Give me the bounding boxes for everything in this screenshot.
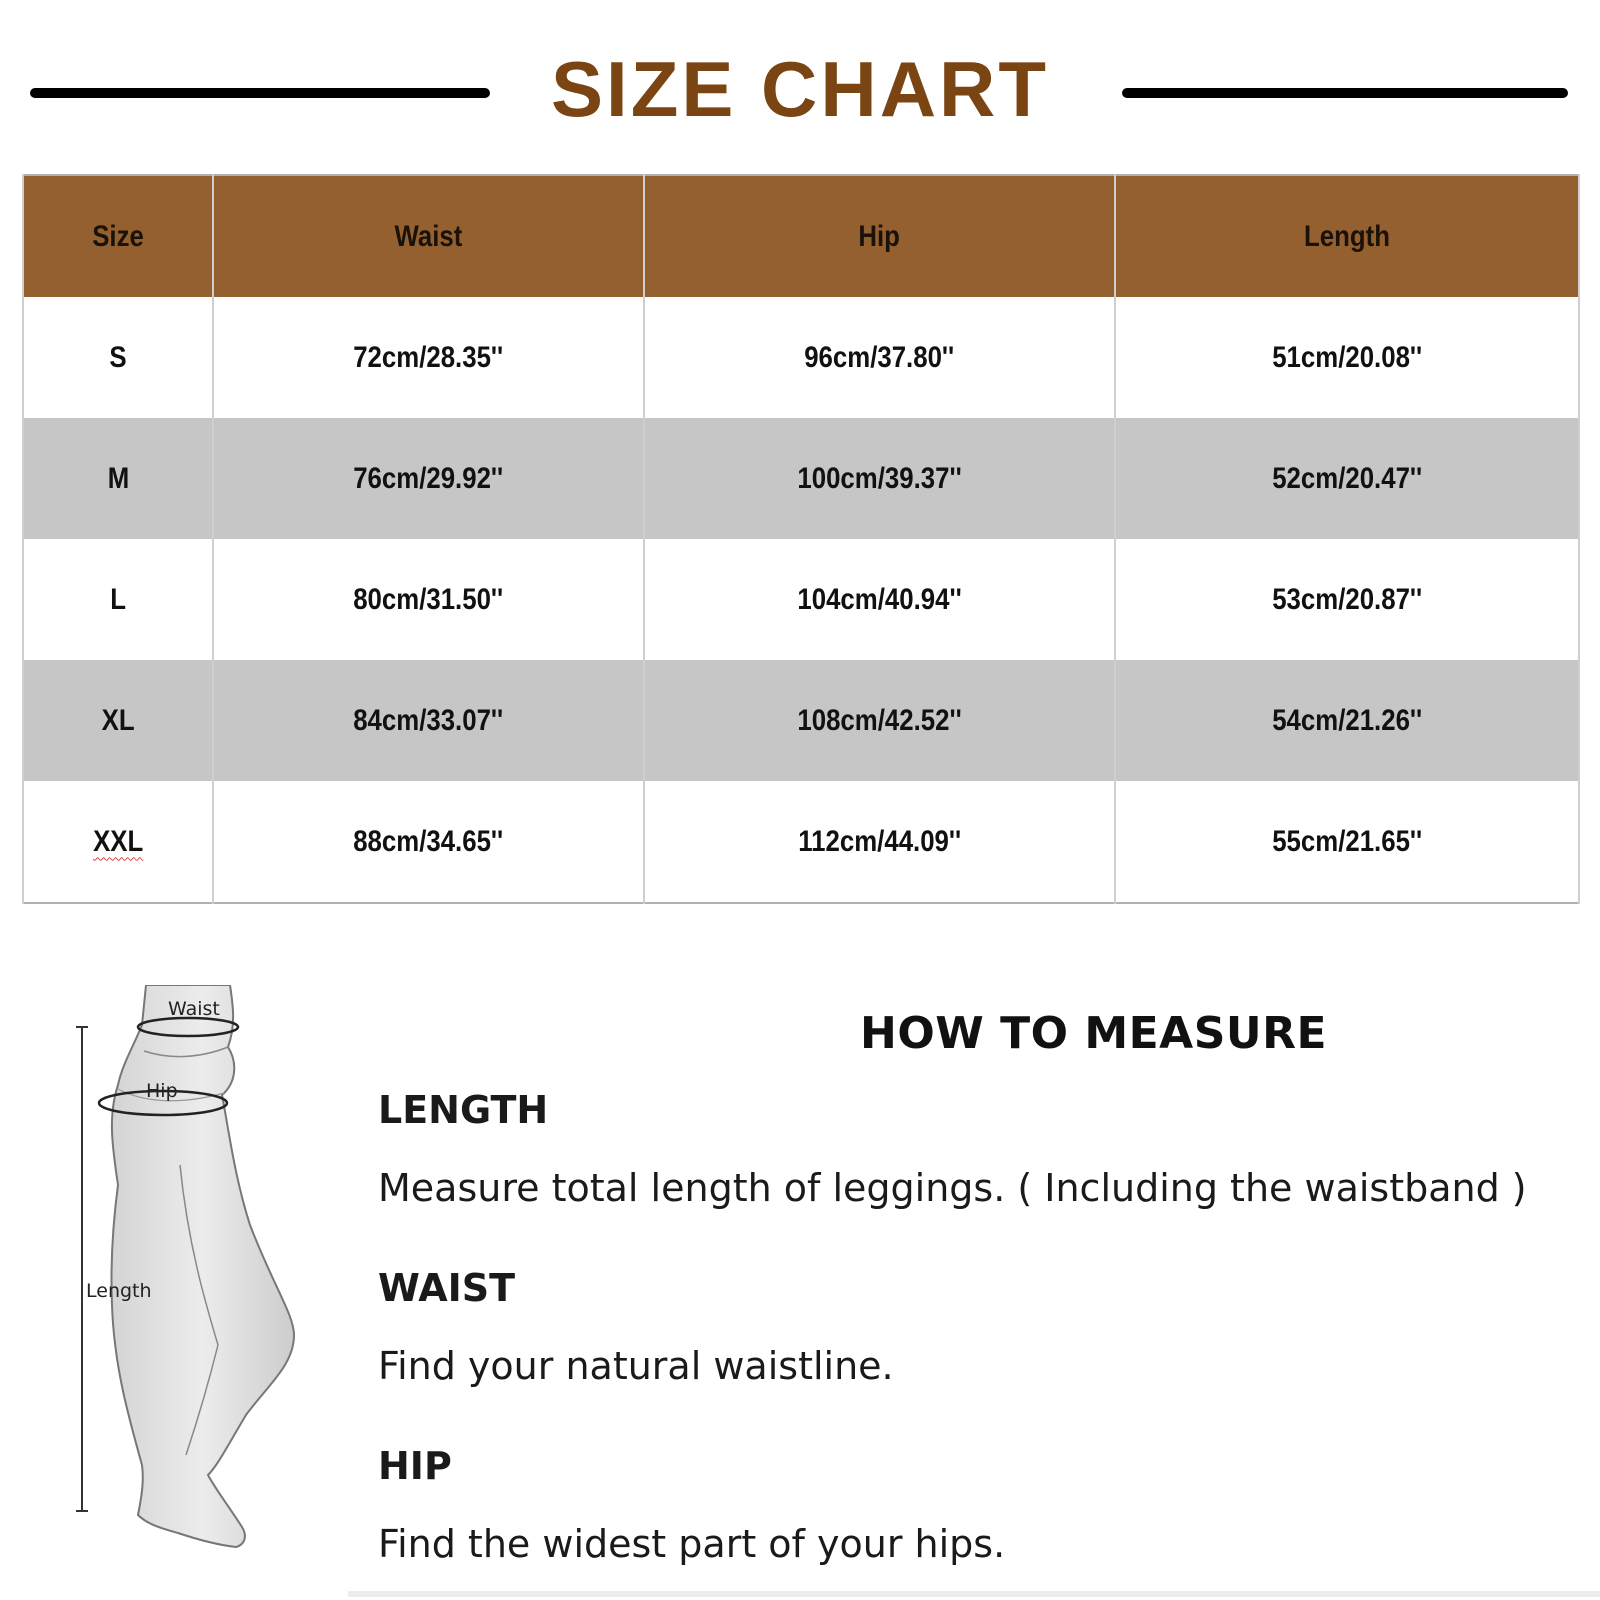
how-to-measure-title: HOW TO MEASURE bbox=[860, 1008, 1328, 1059]
cell-waist: 84cm/33.07'' bbox=[213, 660, 644, 781]
bottom-divider bbox=[348, 1591, 1600, 1597]
cell-hip: 96cm/37.80'' bbox=[644, 297, 1115, 418]
leggings-silhouette bbox=[111, 985, 294, 1547]
length-instructions: Measure total length of leggings. ( Including the waistband ) bbox=[378, 1166, 1527, 1210]
cell-hip: 108cm/42.52'' bbox=[644, 660, 1115, 781]
hip-label: Hip bbox=[146, 1080, 178, 1102]
cell-hip: 100cm/39.37'' bbox=[644, 418, 1115, 539]
leggings-figure bbox=[68, 985, 328, 1585]
length-heading: LENGTH bbox=[378, 1088, 549, 1132]
table-row bbox=[23, 539, 1579, 660]
table-row bbox=[23, 781, 1579, 903]
cell-waist: 76cm/29.92'' bbox=[213, 418, 644, 539]
cell-length: 52cm/20.47'' bbox=[1115, 418, 1579, 539]
hip-instructions: Find the widest part of your hips. bbox=[378, 1522, 1006, 1566]
cell-length: 55cm/21.65'' bbox=[1115, 781, 1579, 903]
table-header-row bbox=[23, 175, 1579, 297]
size-table bbox=[22, 174, 1580, 904]
cell-size: XL bbox=[23, 660, 213, 781]
cell-hip: 104cm/40.94'' bbox=[644, 539, 1115, 660]
cell-waist: 88cm/34.65'' bbox=[213, 781, 644, 903]
cell-size: M bbox=[23, 418, 213, 539]
column-header-size: Size bbox=[23, 175, 213, 297]
length-label: Length bbox=[86, 1280, 152, 1302]
table-row bbox=[23, 660, 1579, 781]
cell-size: S bbox=[23, 297, 213, 418]
cell-length: 53cm/20.87'' bbox=[1115, 539, 1579, 660]
cell-waist: 80cm/31.50'' bbox=[213, 539, 644, 660]
cell-size: XXL bbox=[23, 781, 213, 903]
table-row bbox=[23, 297, 1579, 418]
waist-heading: WAIST bbox=[378, 1266, 516, 1310]
waist-label: Waist bbox=[168, 998, 220, 1020]
column-header-hip: Hip bbox=[644, 175, 1115, 297]
cell-length: 51cm/20.08'' bbox=[1115, 297, 1579, 418]
cell-hip: 112cm/44.09'' bbox=[644, 781, 1115, 903]
table-row bbox=[23, 418, 1579, 539]
column-header-length: Length bbox=[1115, 175, 1579, 297]
waist-instructions: Find your natural waistline. bbox=[378, 1344, 894, 1388]
cell-waist: 72cm/28.35'' bbox=[213, 297, 644, 418]
column-header-waist: Waist bbox=[213, 175, 644, 297]
page-title: SIZE CHART bbox=[551, 45, 1049, 133]
hip-heading: HIP bbox=[378, 1444, 452, 1488]
cell-length: 54cm/21.26'' bbox=[1115, 660, 1579, 781]
cell-size: L bbox=[23, 539, 213, 660]
